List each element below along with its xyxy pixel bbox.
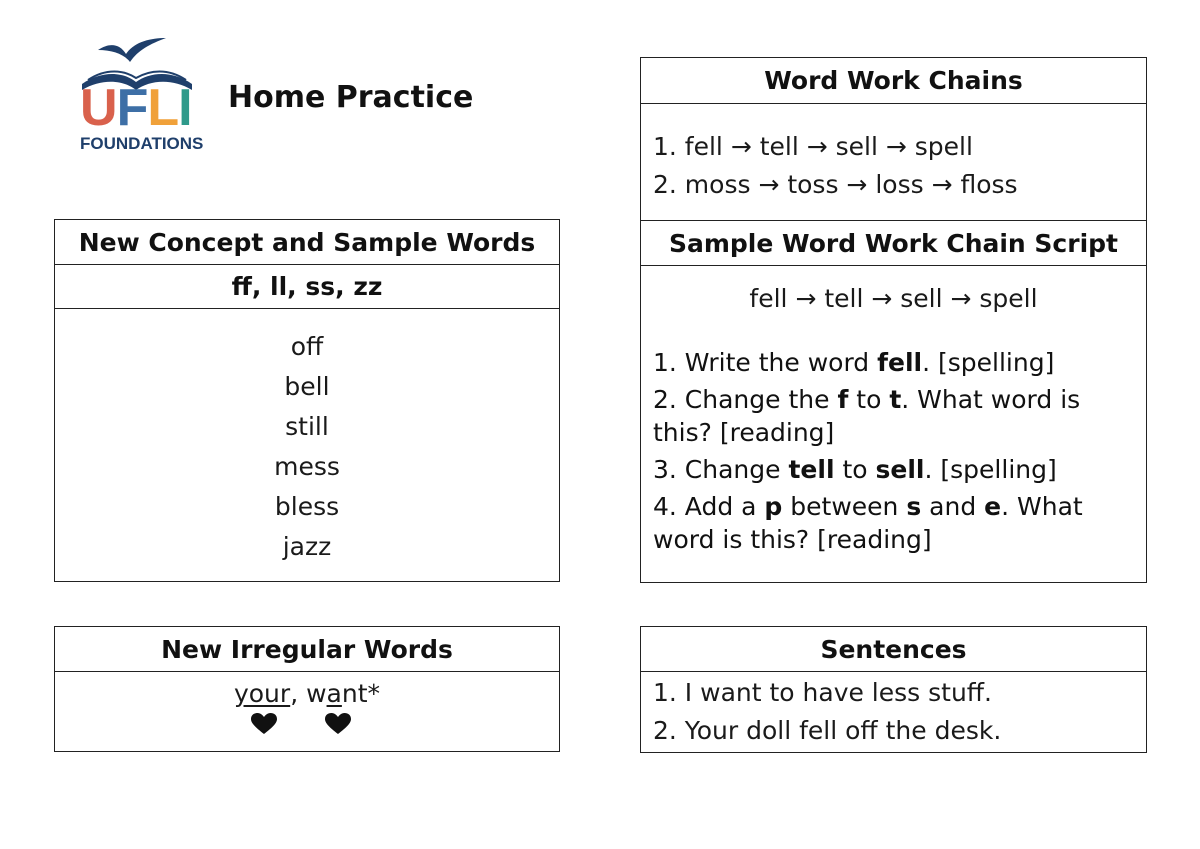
sample-word: mess xyxy=(274,452,340,481)
script-step: 1. Write the word fell. [spelling] xyxy=(653,348,1055,377)
sample-word: still xyxy=(285,412,329,441)
script-step: 3. Change tell to sell. [spelling] xyxy=(653,455,1057,484)
script-heading: Sample Word Work Chain Script xyxy=(641,221,1146,266)
logo-letter-u: U xyxy=(80,79,117,137)
logo-letter-f: F xyxy=(116,79,148,137)
logo-letter-i: I xyxy=(178,79,192,137)
sentence-item: 2. Your doll fell off the desk. xyxy=(653,716,1002,745)
sample-word: off xyxy=(290,332,324,361)
irregular-heading: New Irregular Words xyxy=(55,627,559,672)
chain-list xyxy=(641,104,1146,221)
chains-box xyxy=(640,57,1147,583)
chains-heading: Word Work Chains xyxy=(641,58,1146,104)
sample-word-list xyxy=(55,309,559,567)
heart-icon xyxy=(325,713,351,735)
sentences-box xyxy=(640,626,1147,753)
ufli-logo xyxy=(78,36,204,156)
logo-letter-l: L xyxy=(147,79,179,137)
logo-subtitle: FOUNDATIONS xyxy=(80,134,204,153)
irregular-word-your: your xyxy=(233,679,291,708)
script-steps xyxy=(641,318,1146,556)
heart-icon xyxy=(251,713,277,735)
sentences-heading: Sentences xyxy=(641,627,1146,672)
chain-item: 2. moss → toss → loss → floss xyxy=(653,170,1018,199)
chain-item: 1. fell → tell → sell → spell xyxy=(653,132,973,161)
sentence-item: 1. I want to have less stuff. xyxy=(653,678,992,707)
irregular-box xyxy=(54,626,560,752)
irregular-word-want: want* xyxy=(306,679,381,708)
sentence-list xyxy=(641,672,1146,750)
page-title: Home Practice xyxy=(228,80,474,115)
sample-word: jazz xyxy=(282,532,332,561)
sample-word: bless xyxy=(274,492,340,521)
irregular-words: your, want* xyxy=(233,679,381,708)
script-step: 2. Change the f to t. What word is this? [reading] xyxy=(653,385,1081,447)
concept-subheading: ff, ll, ss, zz xyxy=(55,265,559,309)
script-chain: fell → tell → sell → spell xyxy=(749,284,1038,313)
concept-heading: New Concept and Sample Words xyxy=(55,220,559,265)
sample-word: bell xyxy=(284,372,330,401)
concept-box xyxy=(54,219,560,582)
script-step: 4. Add a p between s and e. What word is this? [reading] xyxy=(653,492,1083,554)
